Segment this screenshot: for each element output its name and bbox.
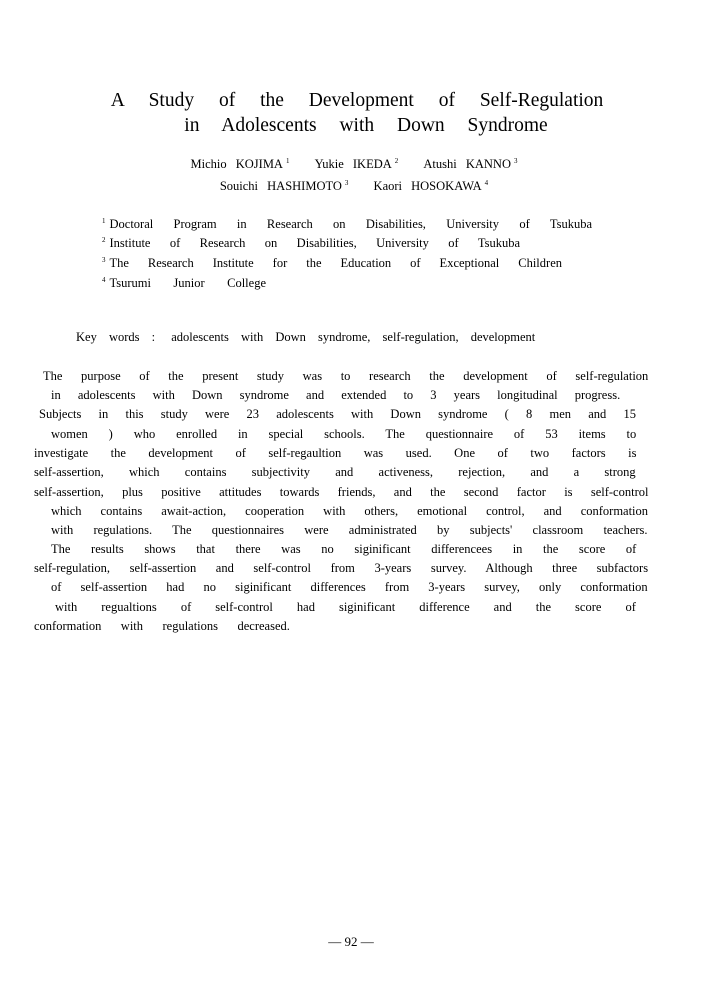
author: Yukie IKEDA $^2$	[314, 157, 399, 171]
abstract-line: in adolescents with Down syndrome and extended to 3 years longitudinal progress.	[51, 388, 621, 402]
author-list-row-2	[0, 174, 702, 195]
abstract-line: investigate the development of self-regaultion was used. One of two factors is	[34, 446, 637, 460]
keywords-label: Key words :	[76, 330, 156, 344]
affiliation: $^4$ Tsurumi Junior College	[102, 276, 266, 290]
author: Michio KOJIMA $^1$	[190, 157, 290, 171]
abstract-line: The results shows that there was no siginificant differencees in the score of	[51, 542, 637, 556]
affiliation: $^2$ Institute of Research on Disabilities, University of Tsukuba	[102, 236, 520, 250]
abstract-line: self-assertion, plus positive attitudes towards friends, and the second factor is self-control	[34, 485, 649, 499]
affiliation: $^1$ Doctoral Program in Research on Disabilities, University of Tsukuba	[102, 217, 592, 231]
abstract-line: conformation with regulations decreased.	[34, 619, 290, 633]
author: Atushi KANNO $^3$	[423, 157, 518, 171]
author: Souichi HASHIMOTO $^3$	[219, 179, 349, 193]
affiliation: $^3$ The Research Institute for the Education of Exceptional Children	[102, 256, 562, 270]
abstract-line: with regualtions of self-control had siginificant difference and the score of	[55, 600, 636, 614]
abstract-line: of self-assertion had no siginificant differences from 3-years survey, only conformation	[51, 580, 648, 594]
abstract-line: self-regulation, self-assertion and self-control from 3-years survey. Although three subfactors	[34, 561, 649, 575]
author-list-row-1	[0, 152, 702, 173]
abstract-line: with regulations. The questionnaires were administrated by subjects' classroom teachers.	[51, 523, 648, 537]
abstract-line: Subjects in this study were 23 adolescents with Down syndrome ( 8 men and 15	[39, 407, 636, 421]
abstract-line: which contains await-action, cooperation with others, emotional control, and conformation	[51, 504, 649, 518]
paper-title-line-2: in Adolescents with Down Syndrome	[184, 115, 548, 136]
keywords-text: adolescents with Down syndrome, self-regulation, development	[171, 330, 536, 344]
abstract-line: self-assertion, which contains subjectivity and activeness, rejection, and a strong	[34, 465, 636, 479]
abstract-line: The purpose of the present study was to research the development of self-regulation	[43, 369, 649, 383]
page-number: — 92 —	[328, 934, 374, 949]
abstract-line: women ) who enrolled in special schools. The questionnaire of 53 items to	[51, 427, 637, 441]
paper-title-line-1: A Study of the Development of Self-Regulation	[110, 90, 604, 111]
keywords	[76, 329, 566, 345]
author: Kaori HOSOKAWA $^4$	[373, 179, 489, 193]
